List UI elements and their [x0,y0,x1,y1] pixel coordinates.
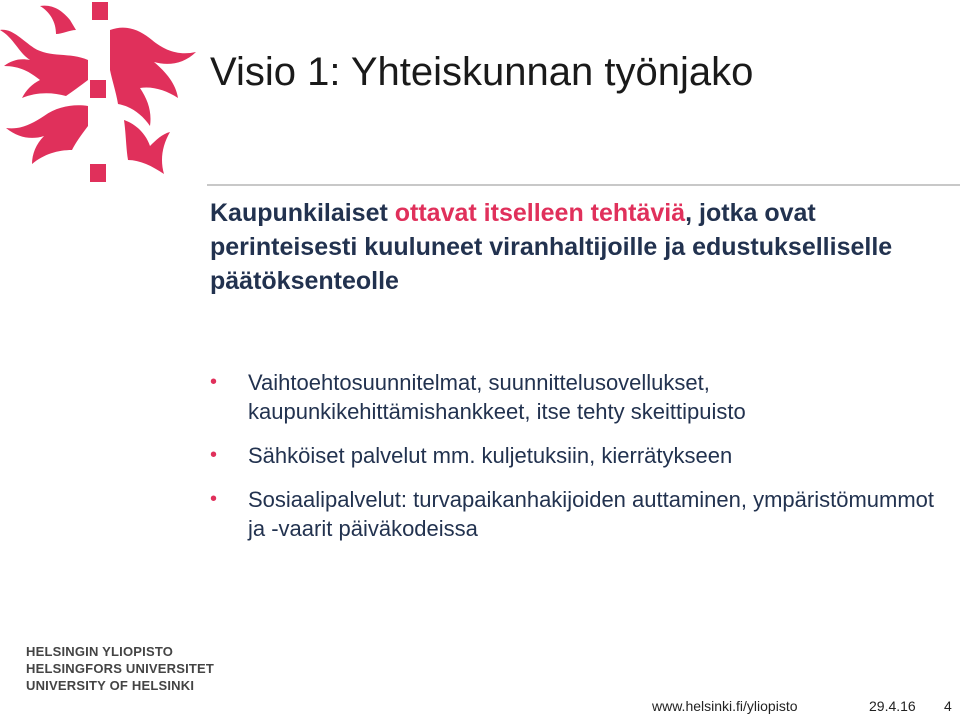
title-divider [207,184,960,186]
bullet-text: Sähköiset palvelut mm. kuljetuksiin, kierrätykseen [248,443,733,468]
bullet-text: Sosiaalipalvelut: turvapaikanhakijoiden auttaminen, ympäristömummot ja -vaarit päiväkodeissa [248,487,935,541]
university-flame-logo-icon [0,0,210,190]
bullet-item [210,368,950,426]
lead-text-end: , jotka ovat perinteisesti kuuluneet viranhaltijoille ja edustukselliselle päätöksenteolle [210,199,893,295]
bullet-item [210,441,950,470]
lead-text-start: Kaupunkilaiset [210,199,395,227]
footer-url: www.helsinki.fi/yliopisto [652,698,798,714]
bullet-text: Vaihtoehtosuunnitelmat, suunnittelusovellukset, kaupunkikehittämishankkeet, itse tehty skeittipuisto [248,370,746,424]
university-name-en: UNIVERSITY OF HELSINKI [26,678,195,693]
bullet-list [210,368,950,558]
footer-date: 29.4.16 [869,698,916,714]
page-number: 4 [944,698,952,714]
bullet-dot-icon: • [210,488,218,510]
lead-statement [210,196,950,298]
bullet-item [210,485,950,543]
slide-title: Visio 1: Yhteiskunnan työnjako [210,50,754,94]
lead-highlight: ottavat itselleen tehtäviä [394,199,686,227]
university-name-fi: HELSINGIN YLIOPISTO [26,644,174,659]
university-name-sv: HELSINGFORS UNIVERSITET [26,661,215,676]
university-wordmark [26,643,214,694]
bullet-dot-icon: • [210,371,218,393]
bullet-dot-icon: • [210,444,218,466]
